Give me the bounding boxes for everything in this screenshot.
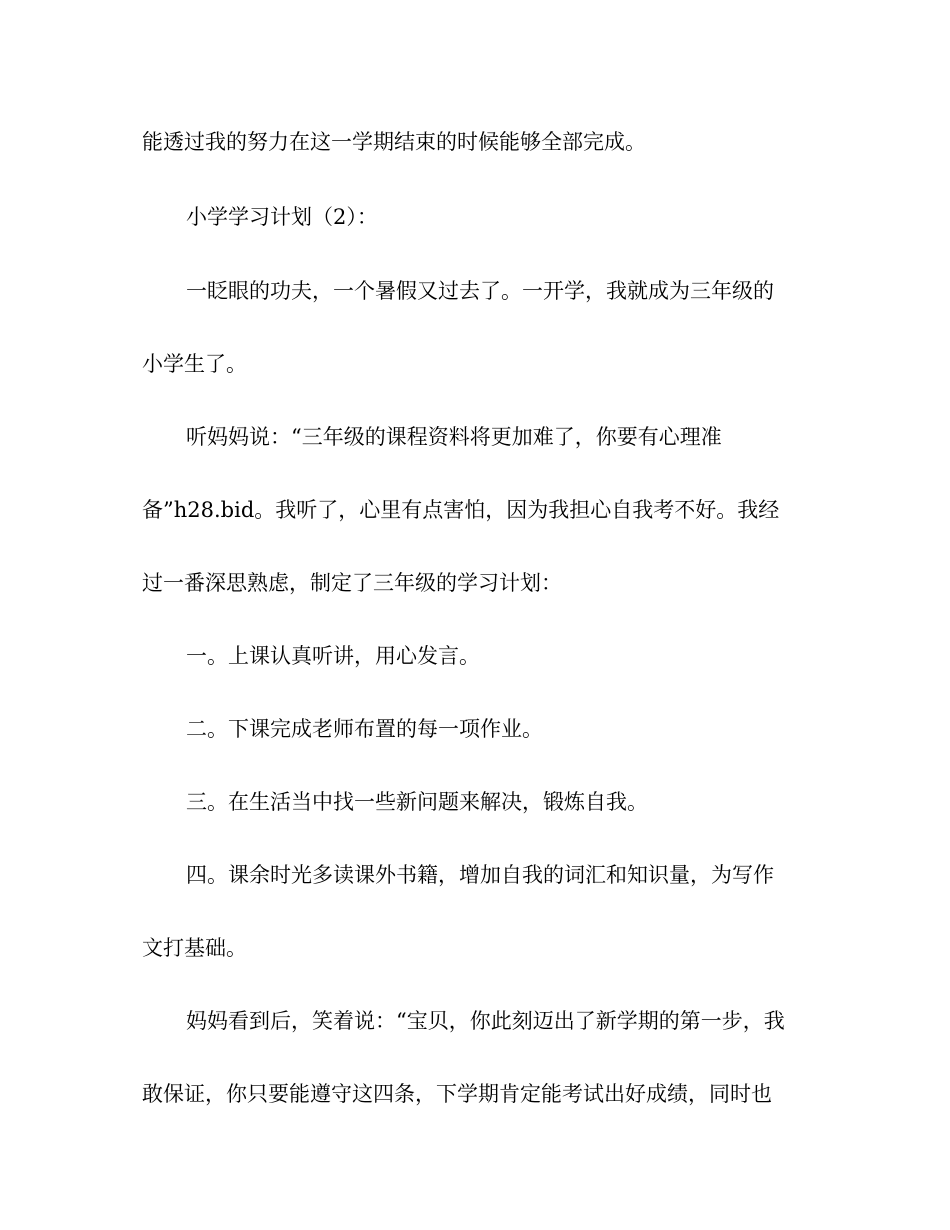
list-item: 三。在生活当中找一些新问题来解决，锻炼自我。 bbox=[186, 790, 648, 814]
paragraph-line: 小学生了。 bbox=[142, 352, 247, 376]
text-line: 能透过我的努力在这一学期结束的时候能够全部完成。 bbox=[142, 130, 646, 154]
paragraph-line: 过一番深思熟虑，制定了三年级的学习计划： bbox=[142, 571, 562, 595]
section-heading: 小学学习计划（2）： bbox=[186, 205, 378, 229]
paragraph-line: 听妈妈说：“三年级的课程资料将更加难了，你要有心理准 bbox=[186, 425, 722, 449]
list-item: 文打基础。 bbox=[142, 936, 247, 960]
paragraph-line: 备”h28.bid。我听了，心里有点害怕，因为我担心自我考不好。我经 bbox=[142, 498, 780, 522]
paragraph-line: 敢保证，你只要能遵守这四条，下学期肯定能考试出好成绩，同时也 bbox=[142, 1082, 772, 1106]
list-item: 四。课余时光多读课外书籍，增加自我的词汇和知识量，为写作 bbox=[186, 863, 774, 887]
paragraph-line: 妈妈看到后，笑着说：“宝贝，你此刻迈出了新学期的第一步，我 bbox=[186, 1009, 785, 1033]
list-item: 二。下课完成老师布置的每一项作业。 bbox=[186, 717, 543, 741]
paragraph-line: 一眨眼的功夫，一个暑假又过去了。一开学，我就成为三年级的 bbox=[186, 279, 774, 303]
list-item: 一。上课认真听讲，用心发言。 bbox=[186, 644, 480, 668]
